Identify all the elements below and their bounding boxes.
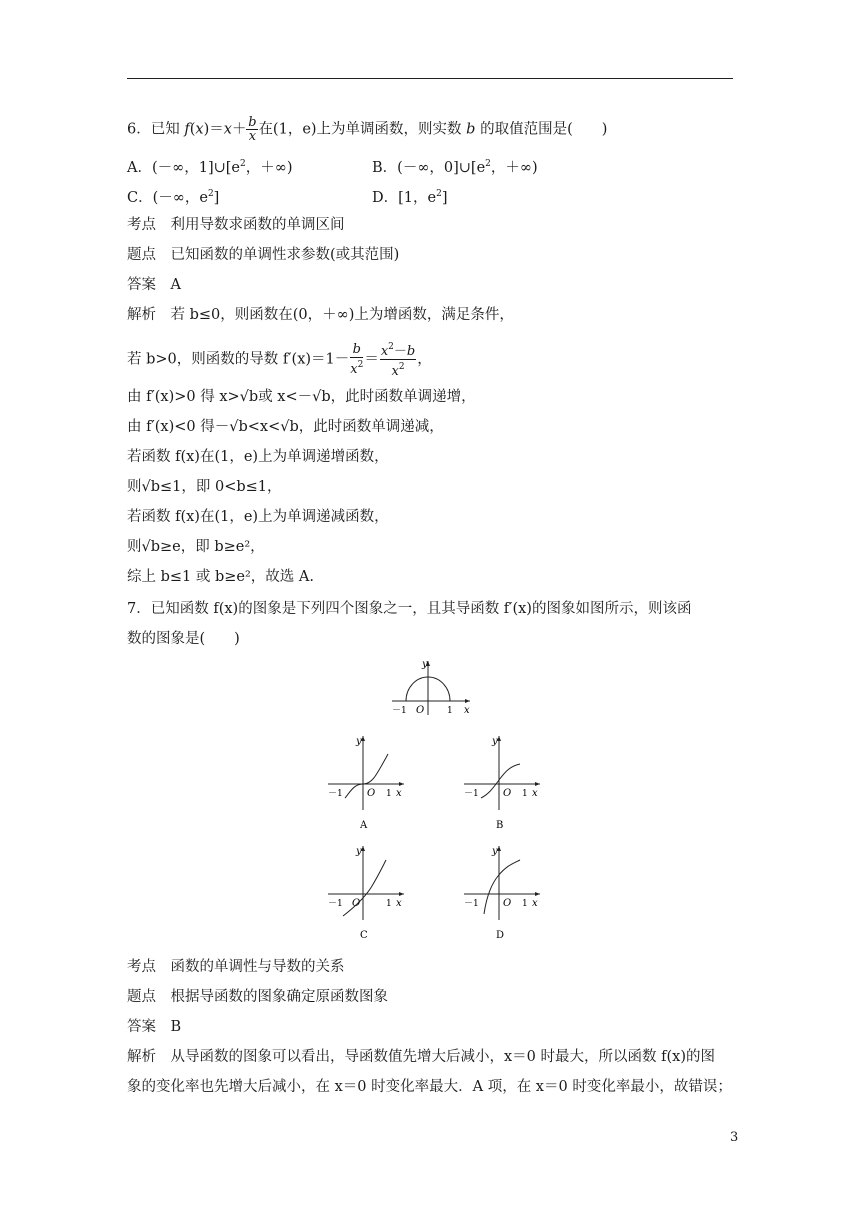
svg-text:O: O (367, 788, 376, 799)
q6-jiexi-line7: 若函数 f(x)在(1，e)上为单调递减函数， (127, 509, 389, 525)
q7-jiexi-line2: 象的变化率也先增大后减小，在 x＝0 时变化率最大．A 项，在 x＝0 时变化率最小，故错误； (127, 1079, 732, 1095)
q6-option-c: C．(－∞，$e^2$] (127, 189, 220, 206)
svg-text:x: x (396, 898, 402, 909)
svg-text:y: y (492, 846, 498, 857)
graph-panel-b[interactable] (462, 732, 544, 832)
svg-text:1: 1 (386, 789, 392, 799)
q6-kaodian: 考点 利用导数求函数的单调区间 (127, 217, 345, 233)
q6-jiexi-line8: 则√b≥e，即 b≥e²， (127, 539, 265, 555)
q6-tidian: 题点 已知函数的单调性求参数(或其范围) (127, 247, 400, 263)
svg-text:O: O (503, 898, 512, 909)
svg-text:x: x (464, 705, 470, 716)
panel-c-label: C (360, 930, 368, 941)
graph-panel-c[interactable] (326, 842, 408, 942)
graph-panel-a[interactable] (326, 732, 408, 832)
header-rule (127, 78, 733, 79)
q6-stem: 6．已知 f(x)＝x＋ $\frac{b}{x}$ 在(1，e)上为单调函数，则实数 b 的取值范围是( ) (127, 115, 608, 144)
svg-text:x: x (532, 898, 538, 909)
svg-text:1: 1 (522, 899, 528, 909)
q6-jiexi-line4: 由 f′(x)<0 得－√b<x<√b，此时函数单调递减， (127, 419, 444, 435)
panel-a-label: A (360, 820, 368, 831)
q7-stem-line1: 7．已知函数 f(x)的图象是下列四个图象之一，且其导函数 f′(x)的图象如图所示，则该函 (127, 601, 692, 617)
graph-panel-d[interactable] (462, 842, 544, 942)
q7-answer: 答案 B (127, 1019, 182, 1035)
svg-text:O: O (503, 788, 512, 799)
q6-option-d: D．[1，$e^2$] (372, 189, 448, 206)
q6-jiexi-line6: 则√b≤1，即 0<b≤1， (127, 479, 282, 495)
q6-derivative-fraction2: $\frac{x^2-b}{x^2}$ (380, 342, 416, 379)
svg-text:1: 1 (447, 706, 453, 716)
q6-option-b: B．(－∞，$0]\cup[e^2$，＋∞) (372, 159, 538, 176)
q7-kaodian: 考点 函数的单调性与导数的关系 (127, 959, 345, 975)
svg-text:－1: －1 (392, 706, 407, 716)
svg-text:1: 1 (386, 899, 392, 909)
q6-jiexi-line2: 若 b>0，则函数的导数 f′(x)＝1－ $\frac{b}{x^2}$ ＝ $\frac{x^2-b}{x^2}$ ， (127, 341, 432, 379)
q6-answer: 答案 A (127, 277, 181, 293)
q7-tidian: 题点 根据导函数的图象确定原函数图象 (127, 989, 388, 1005)
q6-fraction: $\frac{b}{x}$ (248, 115, 257, 144)
svg-text:y: y (356, 736, 362, 747)
page-number: 3 (730, 1130, 739, 1145)
svg-text:y: y (492, 736, 498, 747)
svg-text:O: O (352, 898, 361, 909)
q7-stem-line2: 数的图象是( ) (127, 631, 240, 647)
svg-text:－1: －1 (328, 789, 343, 799)
q6-derivative-fraction1: $\frac{b}{x^2}$ (350, 341, 364, 377)
svg-text:－1: －1 (464, 899, 479, 909)
svg-text:y: y (356, 846, 362, 857)
svg-text:－1: －1 (328, 899, 343, 909)
panel-d-label: D (496, 930, 505, 941)
panel-b-label: B (496, 820, 504, 831)
svg-text:y: y (422, 659, 428, 670)
svg-text:x: x (532, 788, 538, 799)
svg-text:1: 1 (522, 789, 528, 799)
q6-jiexi-line9: 综上 b≤1 或 b≥e²，故选 A. (127, 569, 314, 585)
q6-jiexi-line3: 由 f′(x)>0 得 x>√b或 x<－√b，此时函数单调递增， (127, 389, 476, 405)
svg-text:x: x (396, 788, 402, 799)
q7-jiexi-line1: 解析 从导函数的图象可以看出，导函数值先增大后减小，x＝0 时最大，所以函数 f(x)的图 (127, 1049, 715, 1065)
svg-text:O: O (416, 705, 425, 716)
q6-jiexi-line1: 解析 若 b≤0，则函数在(0，＋∞)上为增函数，满足条件， (127, 307, 514, 323)
q6-option-a: A．(－∞，$1]\cup[e^2$，＋∞) (127, 159, 293, 176)
q6-jiexi-line5: 若函数 f(x)在(1，e)上为单调递增函数， (127, 449, 389, 465)
svg-text:－1: －1 (464, 789, 479, 799)
derivative-graph (386, 655, 476, 717)
